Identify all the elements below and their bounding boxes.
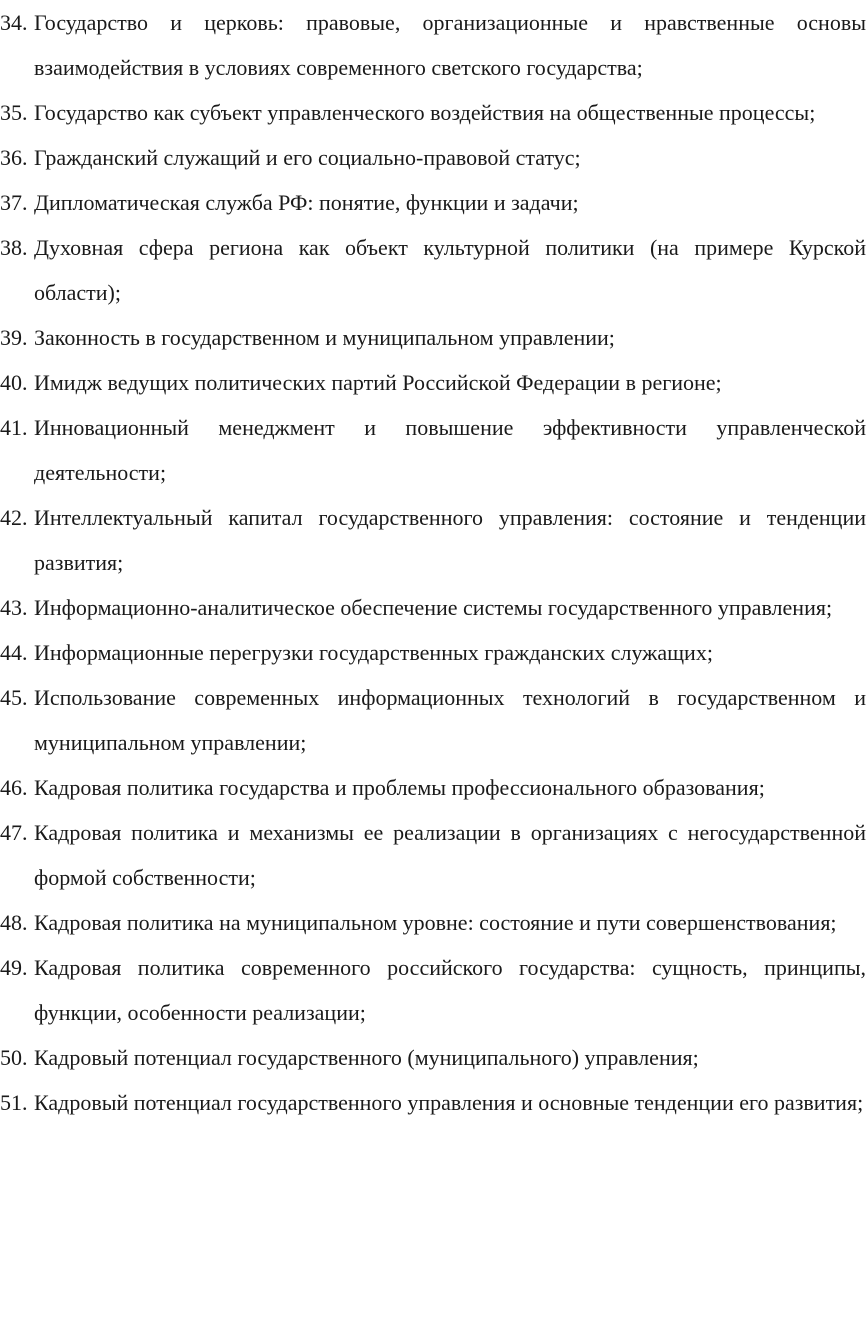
list-item [0, 405, 866, 495]
item-number: 48. [0, 910, 28, 935]
item-text: Кадровый потенциал государственного (муниципального) управления; [34, 1045, 699, 1070]
item-text: Государство как субъект управленческого воздействия на общественные процессы; [34, 100, 816, 125]
item-number: 34. [0, 10, 28, 35]
list-item [0, 225, 866, 315]
item-number: 38. [0, 235, 28, 260]
item-text: Кадровая политика на муниципальном уровне: состояние и пути совершенствования; [34, 910, 837, 935]
item-number: 41. [0, 415, 28, 440]
item-number: 46. [0, 775, 28, 800]
item-number: 51. [0, 1090, 28, 1115]
item-text: Информационно-аналитическое обеспечение системы государственного управления; [34, 595, 833, 620]
item-text: Интеллектуальный капитал государственного управления: состояние и тенденции развития; [34, 505, 866, 575]
item-number: 39. [0, 325, 28, 350]
item-text: Кадровая политика и механизмы ее реализации в организациях с негосударственной формой собственности; [34, 820, 866, 890]
item-text: Информационные перегрузки государственных гражданских служащих; [34, 640, 713, 665]
item-text: Использование современных информационных технологий в государственном и муниципальном управлении; [34, 685, 866, 755]
item-number: 49. [0, 955, 28, 980]
item-number: 47. [0, 820, 28, 845]
item-number: 36. [0, 145, 28, 170]
list-item [0, 585, 866, 630]
list-item [0, 1080, 866, 1125]
item-number: 44. [0, 640, 28, 665]
list-item [0, 135, 866, 180]
item-number: 37. [0, 190, 28, 215]
list-item [0, 360, 866, 405]
item-number: 35. [0, 100, 28, 125]
list-item [0, 495, 866, 585]
item-text: Кадровая политика государства и проблемы профессионального образования; [34, 775, 765, 800]
item-text: Духовная сфера региона как объект культурной политики (на примере Курской области); [34, 235, 866, 305]
list-item [0, 0, 866, 90]
list-item [0, 900, 866, 945]
list-item [0, 765, 866, 810]
item-text: Законность в государственном и муниципальном управлении; [34, 325, 615, 350]
list-item [0, 90, 866, 135]
list-item [0, 675, 866, 765]
item-number: 50. [0, 1045, 28, 1070]
list-item [0, 180, 866, 225]
item-text: Инновационный менеджмент и повышение эффективности управленческой деятельности; [34, 415, 866, 485]
item-number: 40. [0, 370, 28, 395]
list-item [0, 810, 866, 900]
item-text: Гражданский служащий и его социально-правовой статус; [34, 145, 581, 170]
list-item [0, 630, 866, 675]
item-text: Кадровая политика современного российского государства: сущность, принципы, функции, особенности реализации; [34, 955, 866, 1025]
list-item [0, 1035, 866, 1080]
list-item [0, 315, 866, 360]
item-number: 45. [0, 685, 28, 710]
item-text: Кадровый потенциал государственного управления и основные тенденции его развития; [34, 1090, 864, 1115]
item-text: Государство и церковь: правовые, организационные и нравственные основы взаимодействия в условиях современного светского государства; [34, 10, 866, 80]
item-text: Имидж ведущих политических партий Российской Федерации в регионе; [34, 370, 722, 395]
item-number: 43. [0, 595, 28, 620]
list-item [0, 945, 866, 1035]
item-number: 42. [0, 505, 28, 530]
item-text: Дипломатическая служба РФ: понятие, функции и задачи; [34, 190, 579, 215]
